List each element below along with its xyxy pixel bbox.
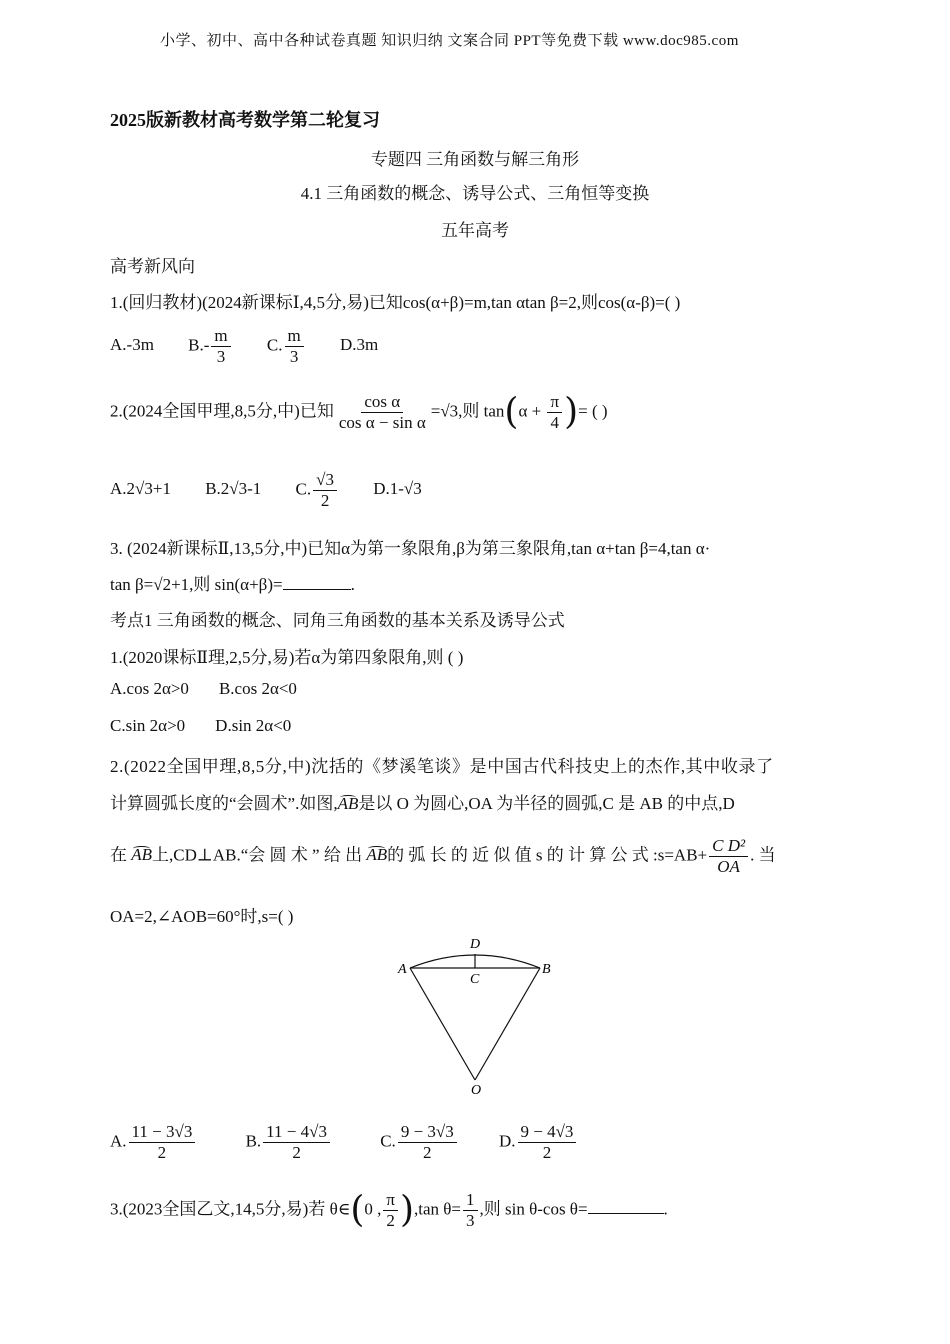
book-title: 2025版新教材高考数学第二轮复习 — [110, 110, 380, 130]
k2-option-d: D. $\frac{9 - 4√3}{2}$ — [499, 1122, 578, 1163]
part-heading: 高考新风向 — [110, 257, 195, 276]
page-header: 小学、初中、高中各种试卷真题 知识归纳 文案合同 PPT等免费下载 www.doc985.com — [160, 33, 739, 49]
q1-options — [110, 326, 408, 367]
frac-den: 3 — [289, 347, 299, 366]
label-c: C — [470, 972, 480, 987]
frac-den: 3 — [216, 347, 226, 366]
topic-title: 专题四 三角函数与解三角形 — [370, 150, 580, 169]
subsection-title: 五年高考 — [441, 221, 509, 240]
k1-options-row2: C.sin 2α>0 D.sin 2α<0 — [110, 716, 292, 735]
kaodian-heading: 考点1 三角函数的概念、同角三角函数的基本关系及诱导公式 — [110, 611, 565, 630]
q2-stem: 2.(2024全国甲理,8,5分,中)已知 $\frac{\text{cos α}}{\text{cos α − sin α}}$ =√3,则 tan(α + $\frac{\pi}{4}$ )= ( ) — [110, 391, 608, 433]
k2-line1: 2.(2022全国甲理,8,5分,中)沈括的《梦溪笔谈》是中国古代科技史上的杰作,其中收录了 — [110, 757, 774, 776]
q2-option-b: B.2√3-1 — [205, 479, 262, 499]
answer-blank — [588, 1213, 664, 1214]
label-d: D — [470, 937, 481, 952]
arc-figure — [390, 930, 560, 1100]
q1-stem: 1.(回归教材)(2024新课标Ⅰ,4,5分,易)已知cos(α+β)=m,tan αtan β=2,则cos(α-β)=( ) — [110, 293, 681, 312]
q2-option-a: A.2√3+1 — [110, 479, 171, 499]
q1-option-d: D.3m — [339, 335, 379, 355]
k2-options — [110, 1122, 608, 1163]
k3-stem: 3.(2023全国乙文,14,5分,易)若 θ∈(0 , $\frac{\pi}{2}$ ),tan θ= $\frac{1}{3}$ ,则 sin θ-cos θ= . — [110, 1189, 668, 1231]
q3-line2: tan β=√2+1,则 sin(α+β)= . — [110, 575, 355, 594]
frac-num: m — [285, 326, 304, 347]
q1-option-c: C. $\frac{m}{3}$ — [267, 326, 306, 367]
k1-stem: 1.(2020课标Ⅱ理,2,5分,易)若α为第四象限角,则 ( ) — [110, 648, 464, 667]
answer-blank — [283, 589, 351, 590]
q2-frac-den: cos α − sin α — [338, 413, 426, 432]
label-a: A — [398, 962, 407, 977]
q2-option-d: D.1-√3 — [373, 479, 422, 499]
q1-option-b: B.- $\frac{m}{3}$ — [188, 326, 232, 367]
k2-option-c: C. $\frac{9 - 3√3}{2}$ — [380, 1122, 459, 1163]
section-title: 4.1 三角函数的概念、诱导公式、三角恒等变换 — [300, 184, 650, 203]
q3-line1: 3. (2024新课标Ⅱ,13,5分,中)已知α为第一象限角,β为第三象限角,tan α+tan β=4,tan α· — [110, 539, 711, 558]
radius-oa — [410, 968, 475, 1080]
q1-option-a: A.-3m — [110, 335, 154, 355]
k2-line4: OA=2,∠AOB=60°时,s=( ) — [110, 907, 294, 926]
q2-options — [110, 470, 452, 511]
q2-option-c: C. $\frac{√3}{2}$ — [296, 470, 339, 511]
k2-line3: 在 AB上,CD⊥AB.“会 圆 术 ” 给 出 AB的 弧 长 的 近 似 值 s 的 计 算 公 式 :s=AB+ $\frac{\text{C D²}}{OA}$ . 当 — [110, 836, 776, 876]
radius-ob — [475, 968, 540, 1080]
frac-num: m — [211, 326, 230, 347]
q2-frac-num: cos α — [361, 392, 403, 413]
label-o: O — [471, 1083, 482, 1098]
k1-options-row1: A.cos 2α>0 B.cos 2α<0 — [110, 679, 297, 698]
k2-option-b: B. $\frac{11 - 4√3}{2}$ — [246, 1122, 332, 1163]
k2-option-a: A. $\frac{11 - 3√3}{2}$ — [110, 1122, 197, 1163]
k2-line2: 计算圆弧长度的“会圆术”.如图,AB是以 O 为圆心,OA 为半径的圆弧,C 是 AB 的中点,D — [110, 794, 735, 813]
label-b: B — [542, 962, 551, 977]
